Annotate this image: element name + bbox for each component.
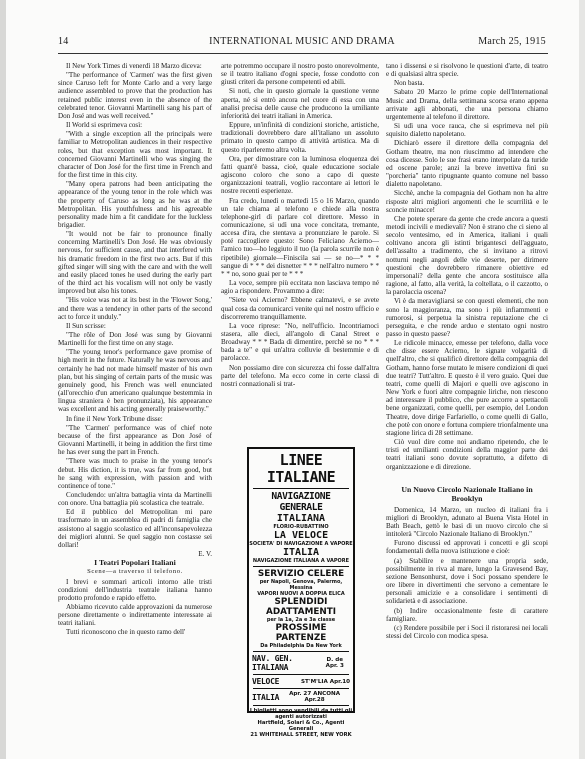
- paragraph: "Many opera patrons had been anticipating the appearance of the young tenor in the role which was the property of Caruso as long as he was at the Metropolitan. His youthfulness and his agreeable personality made him a fit candidate for the luckless brigadier.: [58, 180, 212, 229]
- paragraph: "His voice was not at its best in the 'Flower Song,' and there was a tendency in other parts of the second act to force it unduly.": [58, 296, 212, 321]
- ad-text: per Napoli, Genova, Palermo, Messina: [259, 579, 343, 591]
- ad-headline: LINEE ITALIANE: [266, 451, 336, 486]
- paragraph: Ed il pubblico del Metropolitan mi pare trasformato in un assemblea di padri di famiglia che assistono al saggio scolastico ed all'inconsapevolezza dei migliori alunni. Se quel saggio non costasse sei dollari!: [58, 508, 212, 549]
- ad-agent-name: Hartfield, Solari & Co., Agenti Generali: [257, 720, 345, 732]
- ad-sailing-row: [249, 654, 353, 672]
- ad-company-name: ITALIANA: [276, 513, 326, 524]
- page-header: [58, 36, 546, 50]
- paragraph: "With a single exception all the principals were familiar to Metropolitan audiences in their respective roles, but that exception was most important. It concerned Giovanni Martinelli who was singing the character of Don José for the first time in French and for the first time in this city.: [58, 130, 212, 180]
- paragraph: Sicchè, anche la compagnia del Gotham non ha altre risposte altri migliori argomenti che le scurrilità e le sconcie minacce!: [386, 189, 548, 214]
- paragraph: Sabato 20 Marzo le prime copie dell'International Music and Drama, della settimana scorsa erano appena arrivate agli abbonati, che una persona chiamo urgentemente al telefono il direttore.: [386, 88, 548, 121]
- ad-text: NAVIGAZIONE ITALIANA A VAPORE: [252, 558, 350, 564]
- paragraph: Le ridicole minacce, emesse per telefono, dalla voce che disse essere Acierno, le signate volgarità di quell'altro, che si qualificò direttore della compagnia del Gotham, hanno forse mutato le misere condizioni di quei due teatri? Tutt'altro. E questo è il vero guaio. Quei due teatri, come quelli di Majori e quelli ove agiscono in New York e fuori altre compagnie liriche, non riescono ad interessare il pubblico, che pure accorre a spettacoli bene organizzati, come quelli, per esempio, del London Theatre, dove dirige Farfariello, o come quelli di Gallo, che potè con onore e fortuna compiere trionfalmente una stagione lirica di 28 settimane.: [386, 339, 548, 437]
- paragraph: La voce riprese: "No, nell'ufficio. Incontriamoci stasera, alle dieci, all'angolo di Canal Street e Broadway * * * Bada di dimentire, perchè se no * * * bada a te" e qui un'altra colluvie di bestemmie e di parolacce.: [221, 321, 379, 363]
- paragraph: Dichiarò essere il direttore della compagnia del Gotham theatre, ma non riuscimmo ad intendere che cosa dicesse. Solo le sue frasi erano interpolate da turide ed oscene parole; anzi la breve invettiva finì su "porcheria" tanto ripugnante quanto comune nel basso dialetto napoletano.: [386, 139, 548, 189]
- column-3: [386, 62, 548, 641]
- paragraph: Fra credo, lunedì o martedì 15 o 16 Marzo, quando un tale chiama al telefono e chiede alla nostra telephone-girl di parlare col direttore. Messo in comunicazione, si udì una voce concitata, tremante, accesa d'ira, che stentava a pronunziare le parole. Si poté raccogliere questo: Sono Feliciano Acierno—l'amico tuo—ho leggiuto il tuo (la parola scurrile non è ripetibile) giornale—Finiscila sai — se no—* * * sangue di * * * dei disnetter * * * nell'altro numero * * * * no, sono guai per te * * *: [221, 196, 379, 278]
- ad-text: SPLENDIDI ADATTAMENTI: [266, 597, 336, 617]
- paragraph: (c) Rendere possibile per i Soci il ristoraresi nei locali stessi del Circolo con modica spesa.: [386, 623, 548, 640]
- ad-agent-address: 21 WHITEHALL STREET, NEW YORK: [250, 732, 352, 738]
- ad-divider: [253, 705, 349, 706]
- author-signature: E. V.: [198, 550, 212, 559]
- ad-ship-name: ITALIA: [252, 692, 280, 702]
- paragraph: "The performance of 'Carmen' was the first given since Caruso left for Monte Carlo and a very large audience assembled to prove that the production has retained public interest even in the absence of the celebrated tenor. Giovanni Martinelli sang his part of Don José and was well received.": [58, 71, 212, 120]
- header-rule: [58, 53, 548, 54]
- ad-sailing-date: ST'M'LIA Apr.10: [301, 678, 350, 685]
- paragraph: Il Sun scrisse:: [66, 321, 106, 330]
- paragraph: Si udì una voce rauca, che si esprimeva nel più squisito dialetto napoletano.: [386, 122, 548, 139]
- paragraph: "The rôle of Don José was sung by Giovanni Martinelli for the first time on any stage.: [58, 331, 212, 348]
- ad-text: SERVIZIO CELERE: [257, 569, 345, 579]
- ad-divider: [253, 674, 349, 675]
- paragraph: Ciò vuol dire come noi andiamo ripetendo, che le tristi ed umilianti condizioni della maggior parte dei teatri italiani sono dovute soprattutto, a difetto di organizzazione e di direzione.: [386, 438, 548, 471]
- ad-company-name: NAVIGAZIONE GENERALE: [271, 491, 331, 513]
- paragraph: Eppure, un'infinità di condizioni storiche, artistiche, tradizionali dovrebbero dare all'italiano un assoluto primato in questo campo di attività artistica. Ma di questo riparleremo altra volta.: [221, 121, 379, 154]
- issue-date: March 25, 1915: [478, 36, 546, 47]
- paragraph: tano i dissensi e si risolvono le questioni d'arte, di teatro e di qualsiasi altra specie.: [386, 62, 548, 79]
- paragraph: (a) Stabilire e mantenere una propria sede, possibilmente in riva al mare, lungo la Gravesend Bay, sezione Bensonhurst, dove i Soci possano spendere le ore libere in divertimenti che servono a cementare le personali amicizie e a consolidare i sentimenti di solidarietà e di associazione.: [386, 556, 548, 606]
- ad-text: PROSSIME PARTENZE: [275, 623, 327, 643]
- ad-divider: [253, 688, 349, 689]
- ad-sailing-date: D. de Apr. 3: [325, 657, 344, 669]
- ad-text: FLORIO-RUBATTINO: [273, 524, 329, 530]
- paragraph: Tutti riconoscono che in questo ramo dell': [66, 628, 186, 637]
- paragraph: Che potete sperare da gente che crede ancora a questi metodi incivili e medievali? Non è strano che ci sieno al secolo ventesimo, ed in America, italiani i quali coltivano ancora gli istinti brigantesci dell'agguato, dell'assalto a tradimento, che si invitano a ritrovi notturni negli angoli delle vie deserte, per dirimere questioni che dovrebbero rimanere obiettive ed impersonali? della gente che ancora sostituisce alla ragione, al fatto, alla verità, la coltellata, o il cazzotto, o la parolaccia oscena?: [386, 214, 548, 297]
- ad-ship-name: NAV. GEN. ITALIANA: [252, 654, 293, 672]
- paragraph: Concludendo: un'altra battaglia vinta da Martinelli con onore. Una battaglia più scolastica che teatrale.: [58, 490, 212, 508]
- paragraph: (b) Indire occasionalmente feste di carattere famigliare.: [386, 606, 548, 623]
- paragraph: Il New York Times di venerdì 18 Marzo diceva:: [66, 62, 202, 70]
- paragraph: Non basta.: [394, 79, 425, 88]
- paragraph: Non possiamo dire con sicurezza chi fosse dall'altra parte del telefono. Ma ecco come in certe classi di nostri connazionali si trat-: [221, 363, 379, 388]
- scan-right-edge: [579, 0, 585, 759]
- ad-divider: [253, 651, 349, 652]
- paragraph: Domenica, 14 Marzo, un nucleo di italiani fra i migliori di Brooklyn, adunato al Buena Vista Hotel in Bath Beach, gettò le basi di un nuovo circolo che si intitolerà "Circolo Nazionale Italiano di Brooklyn.": [386, 505, 548, 539]
- column-1: [58, 62, 212, 638]
- paragraph: Si noti, che in questo giornale la questione venne aperta, né si entrò ancora nel cuore di essa con una analisi precisa delle cause che producono la umiliante inferiorità dei teatri italiani in America.: [221, 87, 379, 120]
- paragraph: "The young tenor's performance gave promise of high merit in the future. Naturally he was nervous and certainly he had not made himself master of his own plan, but his singing of certain parts of the music was genuinely good, his French was well enunciated (all'orecchio d'un americano qualunque bestemmia in lingua straniera è ben pronunziata), his appearance was excellent and his acting generally praiseworthy.": [58, 348, 212, 414]
- paragraph: Vi è da meravigliarsi se con questi elementi, che non sono la maggioranza, ma sono i più infiammenti e rumorosi, si perpetua la sinistra reputazione che ci perseguita, e che rende arduo e stentato ogni nostro passo in questo paese?: [386, 297, 548, 338]
- paragraph: Il World si esprimeva così:: [66, 121, 143, 130]
- ad-company-name: LA VELOCE: [273, 530, 329, 541]
- paragraph: "It would not be fair to pronounce finally concerning Martinelli's Don José. He was obviously nervous, for sufficient cause, and that interfered with his dramatic freedom in the first two acts. But if this gifted singer will sing with the care and with the well and easily placed tones he used during the early part of the third act his vocalism will not only be vastly improved but also his tones.: [58, 230, 212, 296]
- paragraph: Ora, per dimostrare con la luminosa eloquenza dei fatti quant'è bassa, cioè, quale educazione sociale agiscono coloro che sono a capo di queste organizzazioni teatrali, voglio raccontare ai lettori le nostre recenti esperienze.: [221, 154, 379, 196]
- ad-text: per la 1a, 2a e 3a classe: [266, 617, 336, 623]
- column-2: [221, 62, 379, 389]
- ad-divider: [253, 566, 349, 567]
- ad-text: Da Philadelphia Da New York: [260, 643, 342, 649]
- ad-text: I biglietti sono vendibili da tutti gli agenti autorizzati: [249, 708, 353, 720]
- paragraph: Abbiamo ricevuto calde approvazioni da numerose persone direttamente o indirettamente interessate ai teatri italiani.: [58, 603, 212, 628]
- ad-sailing-row: [249, 677, 353, 686]
- publication-title: INTERNATIONAL MUSIC AND DRAMA: [209, 36, 395, 47]
- article-subheading: Scene—a traverso il telefono.: [87, 568, 183, 576]
- article-heading: Un Nuovo Circolo Nazionale Italiano in Brooklyn: [401, 484, 533, 503]
- paragraph: In fine il New York Tribune disse:: [66, 414, 163, 423]
- ad-text: VAPORI NUOVI A DOPPIA ELICA: [257, 591, 345, 597]
- paragraph: Furono discussi ed approvati i concetti e gli scopi fondamentali della nuova istituzione e cioè:: [386, 539, 548, 556]
- ad-divider: [253, 488, 349, 489]
- shipping-line-advertisement: [247, 447, 355, 738]
- ad-sailing-row: [249, 691, 353, 703]
- paragraph: La voce, sempre più eccitata non lasciava tempo né agio a rispondere. Provammo a dire:: [221, 279, 379, 296]
- ad-text: SOCIETA' DI NAVIGAZIONE A VAPORE: [249, 541, 353, 547]
- article-heading: I Teatri Popolari Italiani: [94, 558, 176, 568]
- paragraph: "Siete voi Acierno? Ebbene calmatevi, e se avete qual cosa da comunicarci venite qui nel nostro ufficio e discorreremo tranquillamente.: [221, 296, 379, 321]
- paragraph: I brevi e sommari articoli intorno alle tristi condizioni dell'industria teatrale italiana hanno prodotto profondo e rapido effetto.: [58, 577, 212, 602]
- paragraph: "There was much to praise in the young tenor's debut. His diction, it is true, was far from good, but he sang with expression, with passion and with continence of tone.": [58, 457, 212, 490]
- paragraph: arte potremmo occupare il nostro posto onorevolmente, se il teatro italiano d'ogni specie, fosse condotto con giusti criteri da persone competenti ed abili.: [221, 62, 379, 87]
- scan-left-edge: [0, 0, 6, 759]
- ad-company-name: ITALIA: [282, 547, 320, 558]
- ad-sailing-date: Apr. 27 ANCONA Apr.28: [289, 691, 341, 703]
- ad-ship-name: VELOCE: [252, 677, 280, 686]
- page-number: 14: [58, 36, 69, 47]
- paragraph: "The 'Carmen' performance was of chief note because of the first appearance as Don José of Giovanni Martinelli, it being in addition the first time he has ever sung the part in French.: [58, 423, 212, 457]
